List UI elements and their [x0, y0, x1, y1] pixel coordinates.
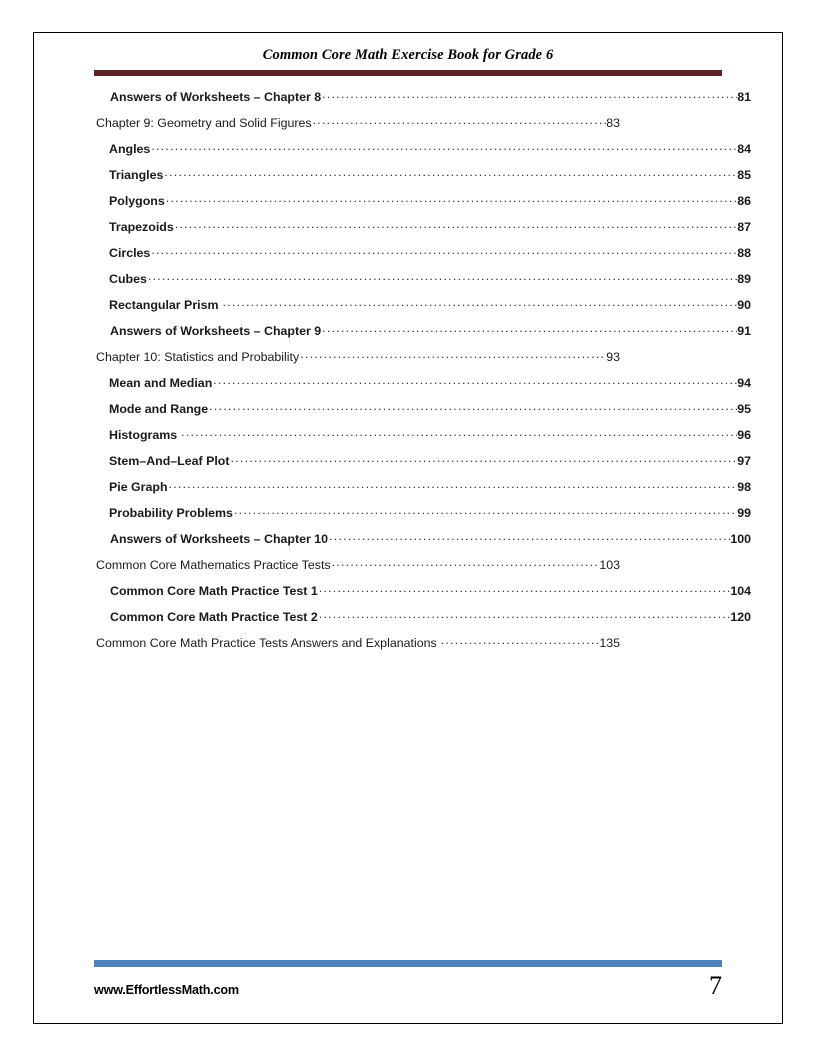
dot-leader — [319, 583, 731, 595]
toc-entry-label: Circles — [109, 246, 151, 261]
dot-leader — [319, 609, 731, 621]
dot-leader — [164, 167, 737, 179]
footer-line — [94, 970, 722, 1000]
page-footer — [34, 960, 782, 1000]
page-number: 7 — [709, 970, 722, 1000]
toc-entry[interactable] — [34, 531, 782, 557]
toc-entry[interactable] — [34, 505, 782, 531]
toc-entry[interactable] — [34, 219, 782, 245]
toc-entry-page-number: 96 — [737, 428, 751, 443]
toc-entry-label: Polygons — [109, 194, 165, 209]
dot-leader — [148, 271, 737, 283]
website-url[interactable]: www.EffortlessMath.com — [94, 983, 239, 997]
toc-entry-label: Histograms — [109, 428, 178, 443]
toc-entry-label: Rectangular Prism — [109, 298, 219, 313]
dot-leader — [166, 193, 737, 205]
toc-entry-label: Common Core Mathematics Practice Tests — [96, 558, 331, 573]
toc-entry-page-number: 93 — [606, 350, 620, 365]
toc-entry-page-number: 97 — [737, 454, 751, 469]
dot-leader — [169, 479, 738, 491]
toc-entry-page-number: 89 — [737, 272, 751, 287]
toc-entry[interactable] — [34, 635, 782, 661]
toc-entry[interactable] — [34, 349, 782, 375]
toc-entry-label: Probability Problems — [109, 506, 233, 521]
toc-entry-label: Answers of Worksheets – Chapter 10 — [110, 532, 329, 547]
dot-leader — [313, 115, 607, 127]
toc-entry-page-number: 95 — [737, 402, 751, 417]
toc-entry-label: Pie Graph — [109, 480, 168, 495]
toc-entry-page-number: 87 — [737, 220, 751, 235]
dot-leader — [151, 141, 737, 153]
toc-entry-label: Chapter 9: Geometry and Solid Figures — [96, 116, 312, 131]
dot-leader — [234, 505, 737, 517]
running-header — [34, 33, 782, 76]
book-title: Common Core Math Exercise Book for Grade 6 — [262, 47, 554, 63]
toc-entry[interactable] — [34, 609, 782, 635]
toc-entry[interactable] — [34, 583, 782, 609]
toc-entry-label: Stem–And–Leaf Plot — [109, 454, 230, 469]
toc-entry-label: Answers of Worksheets – Chapter 8 — [110, 90, 322, 105]
toc-entry-label: Triangles — [109, 168, 164, 183]
toc-entry[interactable] — [34, 401, 782, 427]
dot-leader — [332, 557, 600, 569]
toc-entry-label: Mean and Median — [109, 376, 213, 391]
toc-entry-label: Mode and Range — [109, 402, 209, 417]
toc-entry-page-number: 104 — [730, 584, 751, 599]
toc-entry-page-number: 90 — [737, 298, 751, 313]
toc-entry-page-number: 88 — [737, 246, 751, 261]
toc-entry-page-number: 86 — [737, 194, 751, 209]
toc-entry[interactable] — [34, 297, 782, 323]
toc-entry[interactable] — [34, 245, 782, 271]
toc-entry-page-number: 98 — [737, 480, 751, 495]
toc-entry-label: Common Core Math Practice Tests Answers and Explanations — [96, 636, 437, 651]
toc-entry-page-number: 81 — [737, 90, 751, 105]
toc-entry-label: Cubes — [109, 272, 147, 287]
dot-leader — [322, 89, 737, 101]
toc-entry-page-number: 99 — [737, 506, 751, 521]
toc-entry[interactable] — [34, 453, 782, 479]
toc-entry-label: Trapezoids — [109, 220, 174, 235]
toc-entry-label: Chapter 10: Statistics and Probability — [96, 350, 300, 365]
toc-entry-page-number: 84 — [737, 142, 751, 157]
toc-entry[interactable] — [34, 323, 782, 349]
dot-leader — [209, 401, 737, 413]
toc-entry-label: Common Core Math Practice Test 1 — [110, 584, 318, 599]
toc-entry[interactable] — [34, 427, 782, 453]
toc-entry-page-number: 120 — [730, 610, 751, 625]
toc-entry-label: Answers of Worksheets – Chapter 9 — [110, 324, 322, 339]
header-rule — [94, 70, 722, 76]
toc-entry-page-number: 103 — [599, 558, 620, 573]
toc-entry[interactable] — [34, 115, 782, 141]
page-sheet — [33, 32, 783, 1024]
dot-leader — [329, 531, 730, 543]
table-of-contents — [34, 89, 782, 661]
footer-rule — [94, 960, 722, 967]
toc-entry[interactable] — [34, 193, 782, 219]
toc-entry[interactable] — [34, 557, 782, 583]
dot-leader — [175, 219, 737, 231]
toc-entry-label: Angles — [109, 142, 151, 157]
toc-entry-page-number: 100 — [730, 532, 751, 547]
toc-entry[interactable] — [34, 375, 782, 401]
dot-leader — [181, 427, 737, 439]
toc-entry[interactable] — [34, 479, 782, 505]
dot-leader — [300, 349, 606, 361]
dot-leader — [441, 635, 600, 647]
dot-leader — [223, 297, 738, 309]
dot-leader — [322, 323, 737, 335]
dot-leader — [231, 453, 738, 465]
toc-entry-page-number: 135 — [599, 636, 620, 651]
dot-leader — [151, 245, 737, 257]
toc-entry-page-number: 94 — [737, 376, 751, 391]
toc-entry[interactable] — [34, 271, 782, 297]
toc-entry-page-number: 85 — [737, 168, 751, 183]
dot-leader — [213, 375, 737, 387]
toc-entry-page-number: 91 — [737, 324, 751, 339]
toc-entry-page-number: 83 — [606, 116, 620, 131]
toc-entry-label: Common Core Math Practice Test 2 — [110, 610, 318, 625]
toc-entry[interactable] — [34, 89, 782, 115]
toc-entry[interactable] — [34, 141, 782, 167]
toc-entry[interactable] — [34, 167, 782, 193]
